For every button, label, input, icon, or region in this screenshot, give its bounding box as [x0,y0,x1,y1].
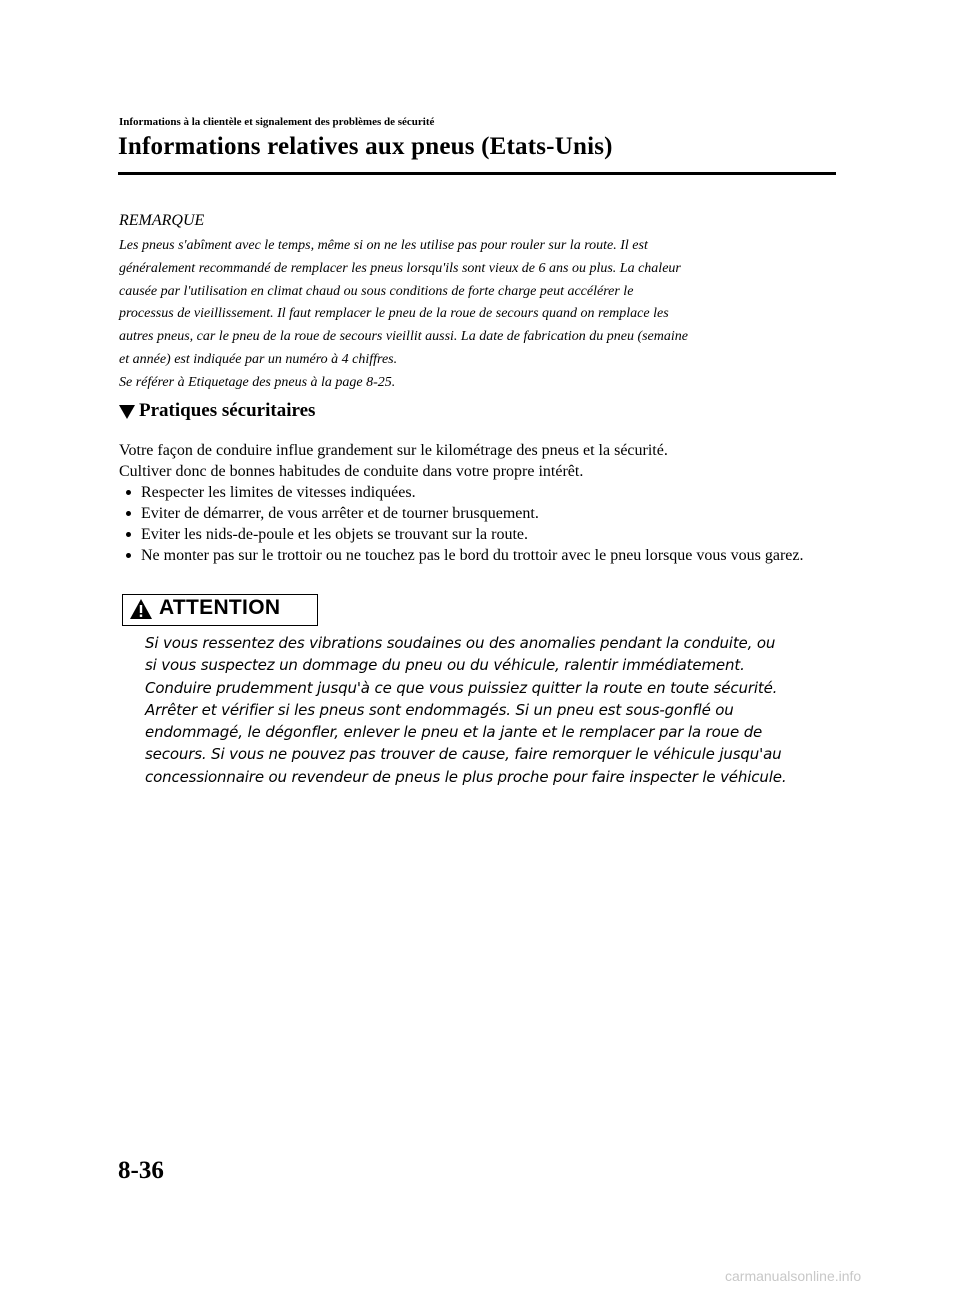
note-line: et année) est indiquée par un numéro à 4 chiffres. [119,351,398,367]
bullet-icon [126,532,131,537]
list-item-text: Ne monter pas sur le trottoir ou ne touchez pas le bord du trottoir avec le pneu lorsque vous vous garez. [141,547,804,564]
warning-triangle-icon [129,598,153,620]
list-item [119,503,819,524]
list-item [119,524,819,545]
note-line: Les pneus s'abîment avec le temps, même si on ne les utilise pas pour rouler sur la route. Il est [119,238,648,253]
intro-line: Votre façon de conduire influe grandement sur le kilométrage des pneus et la sécurité. [119,442,668,459]
triangle-down-icon [119,405,135,419]
page-title: Informations relatives aux pneus (Etats-Unis) [118,133,613,160]
bullet-list [119,482,819,566]
warning-line: si vous suspectez un dommage du pneu ou du véhicule, ralentir immédiatement. [145,656,745,675]
warning-line: secours. Si vous ne pouvez pas trouver de cause, faire remorquer le véhicule jusqu'au [145,745,782,764]
bullet-icon [126,553,131,558]
warning-line: Arrêter et vérifier si les pneus sont endommagés. Si un pneu est sous-gonflé ou [145,700,734,719]
list-item-text: Eviter de démarrer, de vous arrêter et de tourner brusquement. [141,505,539,522]
subsection-heading-text: Pratiques sécuritaires [139,400,316,421]
note-heading: REMARQUE [119,212,205,229]
warning-line: Si vous ressentez des vibrations soudaines ou des anomalies pendant la conduite, ou [145,634,776,652]
section-intro [119,440,819,482]
note-line: autres pneus, car le pneu de la roue de secours vieillit aussi. La date de fabrication du pneu (semaine [119,329,688,345]
warning-line: concessionnaire ou revendeur de pneus le plus proche pour faire inspecter le véhicule. [145,767,787,786]
title-rule [118,172,836,175]
note-line: généralement recommandé de remplacer les pneus lorsqu'ils sont vieux de 6 ans ou plus. La chaleur [119,260,681,276]
note-line: causée par l'utilisation en climat chaud ou sous conditions de forte charge peut accélérer le [119,283,634,299]
warning-line: Conduire prudemment jusqu'à ce que vous puissiez quitter la route en toute sécurité. [145,678,778,697]
intro-line: Cultiver donc de bonnes habitudes de conduite dans votre propre intérêt. [119,463,584,480]
note-body [119,235,819,395]
warning-label: ATTENTION [159,596,281,619]
note-reference-link[interactable]: Se référer à Etiquetage des pneus à la page 8-25. [119,374,396,390]
note-line: processus de vieillissement. Il faut remplacer le pneu de la roue de secours quand on remplace les [119,306,669,322]
watermark: carmanualsonline.info [725,1268,862,1284]
warning-label-box [122,594,318,626]
bullet-icon [126,490,131,495]
warning-line: endommagé, le dégonfler, enlever le pneu et la jante et le remplacer par la roue de [145,723,763,742]
warning-text [145,632,825,788]
section-label: Informations à la clientèle et signalement des problèmes de sécurité [119,116,435,128]
list-item [119,482,819,503]
bullet-icon [126,511,131,516]
list-item-text: Respecter les limites de vitesses indiquées. [141,484,416,501]
subsection-heading [119,400,315,422]
list-item [119,545,819,566]
list-item-text: Eviter les nids-de-poule et les objets se trouvant sur la route. [141,526,529,543]
page-number: 8-36 [118,1157,164,1184]
